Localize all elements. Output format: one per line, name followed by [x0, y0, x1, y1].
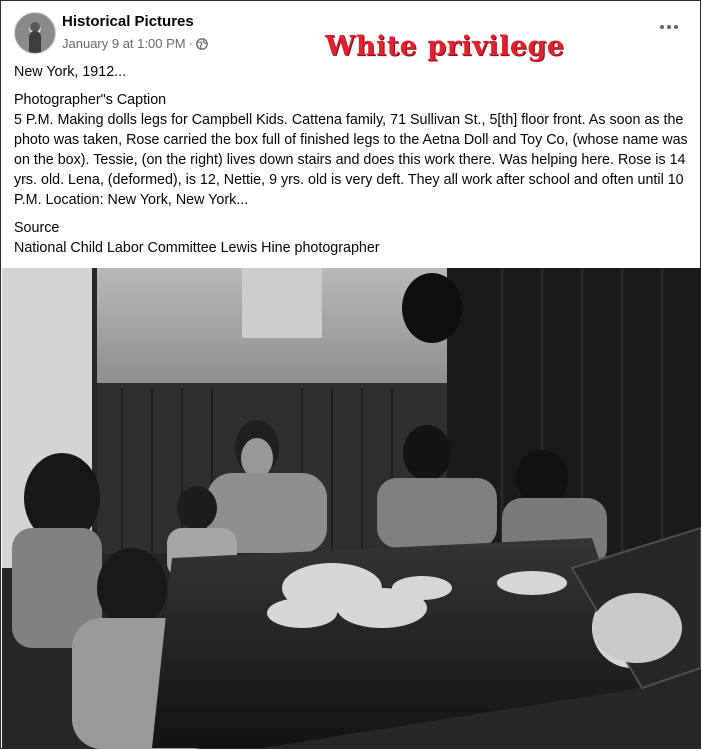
- post-text: [14, 62, 690, 258]
- location-line: New York, 1912...: [14, 64, 127, 80]
- post-timestamp[interactable]: January 9 at 1:00 PM: [62, 36, 186, 51]
- source-body: National Child Labor Committee Lewis Hine photographer: [14, 240, 380, 256]
- post-photo[interactable]: [2, 268, 701, 749]
- source-heading: Source: [14, 220, 60, 236]
- caption-heading: Photographer"s Caption: [14, 92, 167, 108]
- globe-icon: [196, 38, 208, 50]
- post-meta: [62, 36, 208, 51]
- photo-illustration: [2, 268, 701, 749]
- overlay-caption: White privilege: [325, 31, 565, 62]
- caption-body: 5 P.M. Making dolls legs for Campbell Kids. Cattena family, 71 Sullivan St., 5[th] floor front. As soon as the photo was taken, Rose carried the box full of finished legs to the Aetna Doll and Toy Co, (whose name was on the box). Tessie, (on the right) lives down stairs and does this work there. Was helping here. Rose is 14 yrs. old. Lena, (deformed), is 12, Nettie, 9 yrs. old is very deft. They all work after school and often until 10 P.M. Location: New York, New York...: [14, 112, 688, 208]
- meta-separator: ·: [188, 36, 193, 51]
- more-options-icon[interactable]: [657, 20, 681, 34]
- page-avatar[interactable]: [14, 12, 56, 54]
- page-name-link[interactable]: Historical Pictures: [62, 13, 194, 30]
